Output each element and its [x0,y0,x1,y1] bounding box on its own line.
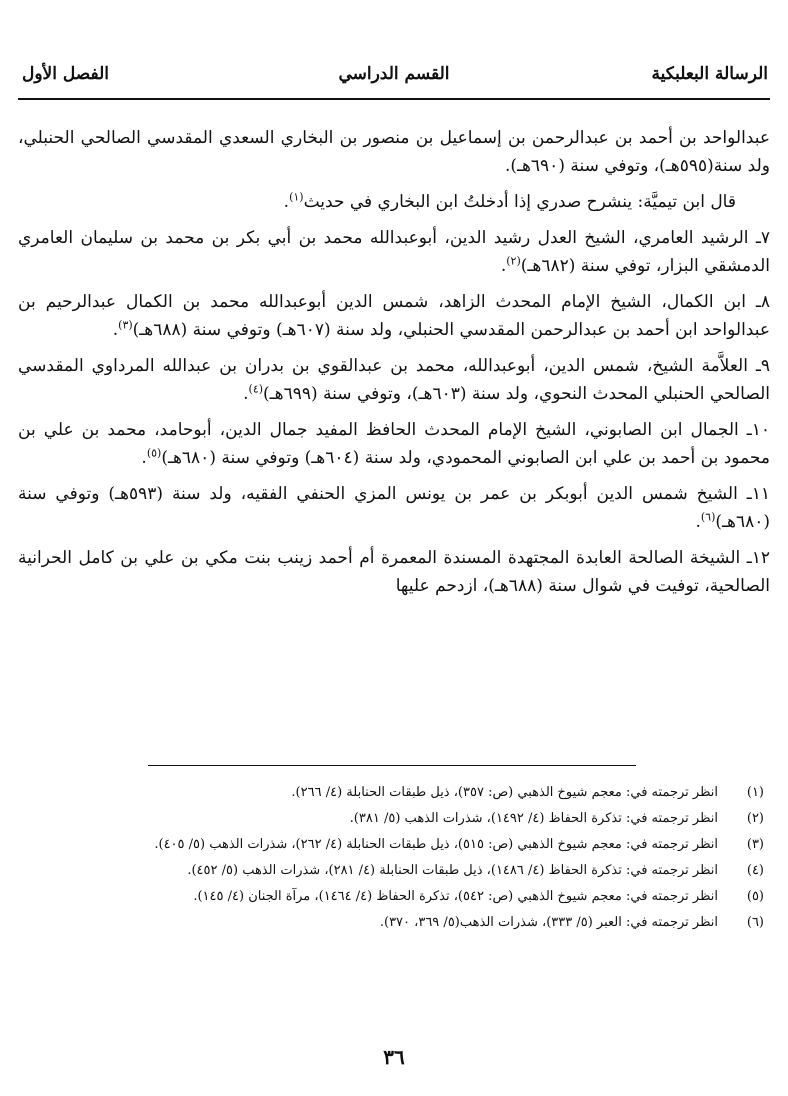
footnote-ref: (٢) [506,254,521,268]
footnote-text: انظر ترجمته في: معجم شيوخ الذهبي (ص: ٥٤٢)، تذكرة الحفاظ (٤/ ١٤٦٤)، مرآة الجنان (٤/ ١٤٥). [193,889,718,904]
footnote-number: (٦) [746,915,764,930]
entry-text: ٨ـ ابن الكمال، الشيخ الإمام المحدث الزاهد، شمس الدين أبوعبدالله محمد بن الكمال عبدالرحيم بن عبدالواحد ابن أحمد بن عبدالرحمن المقدسي الحنبلي، ولد سنة (٦٠٧هـ) وتوفي سنة (٦٨٨هـ) [18,292,770,340]
footnote-text: انظر ترجمته في: العبر (٥/ ٣٣٣)، شذرات الذهب(٥/ ٣٦٩، ٣٧٠). [379,915,718,930]
footnote-3 [22,834,770,856]
entry-text: ٧ـ الرشيد العامري، الشيخ العدل رشيد الدين، أبوعبدالله محمد بن أبي بكر بن محمد بن سليمان العامري الدمشقي البزار، توفي سنة (٦٨٢هـ) [18,228,770,276]
footnote-ref: (٥) [146,446,162,460]
footnote-ref: (٣) [118,318,133,332]
footnote-number: (٥) [746,889,764,904]
paragraph-entry-7: ٧ـ الرشيد العامري، الشيخ العدل رشيد الدين، أبوعبدالله محمد بن أبي بكر بن محمد بن سليمان العامري الدمشقي البزار، توفي سنة (٦٨٢هـ)$^{(٢)}$. [18,228,770,276]
footnote-text: انظر ترجمته في: تذكرة الحفاظ (٤/ ١٤٩٢)، شذرات الذهب (٥/ ٣٨١). [349,811,718,826]
running-header [18,58,770,92]
footnote-number: (٤) [746,863,764,878]
header-rule [18,98,770,100]
footnote-number: (٢) [746,811,764,826]
page-number: ٣٦ [383,1045,405,1069]
paragraph-entry-11: ١١ـ الشيخ شمس الدين أبوبكر بن عمر بن يونس المزي الحنفي الفقيه، ولد سنة (٥٩٣هـ) وتوفي سنة (٦٨٠هـ)$^{(٦)}$. [18,484,770,532]
footnote-separator [148,765,636,766]
footnote-text: انظر ترجمته في: معجم شيوخ الذهبي (ص: ٥١٥)، ذيل طبقات الحنابلة (٤/ ٢٦٢)، شذرات الذهب (٥/ ٤٠٥). [154,837,718,852]
paragraph-intro [18,124,770,180]
footnote-ref: (٤) [248,382,264,396]
entry-text: ١١ـ الشيخ شمس الدين أبوبكر بن عمر بن يونس المزي الحنفي الفقيه، ولد سنة (٥٩٣هـ) وتوفي سنة (٦٨٠هـ) [18,484,770,532]
footnote-2 [22,808,770,830]
footnote-text: انظر ترجمته في: معجم شيوخ الذهبي (ص: ٣٥٧)، ذيل طبقات الحنابلة (٤/ ٢٦٦). [291,785,718,800]
quote-text: قال ابن تيميَّة: ينشرح صدري إذا أدخلتُ ابن البخاري في حديث [303,192,736,212]
paragraph-entry-9: ٩ـ العلاَّمة الشيخ، شمس الدين، أبوعبدالله، محمد بن عبدالقوي بن بدران بن عبدالله المرداوي المقدسي الصالحي الحنبلي المحدث النحوي، ولد سنة (٦٠٣هـ)، وتوفي سنة (٦٩٩هـ)$^{(٤)}$. [18,356,770,404]
paragraph-entry-8: ٨ـ ابن الكمال، الشيخ الإمام المحدث الزاهد، شمس الدين أبوعبدالله محمد بن الكمال عبدالرحيم بن عبدالواحد ابن أحمد بن عبدالرحمن المقدسي الحنبلي، ولد سنة (٦٠٧هـ) وتوفي سنة (٦٨٨هـ)$^{(٣)}$. [18,292,770,340]
footnote-1 [22,782,770,804]
paragraph-text: عبدالواحد بن أحمد بن عبدالرحمن بن إسماعيل بن منصور بن البخاري السعدي المقدسي الصالحي الحنبلي، ولد سنة(٥٩٥هـ)، وتوفي سنة (٦٩٠هـ). [18,128,770,176]
header-section-title: القسم الدراسي [338,64,450,84]
paragraph-quote: قال ابن تيميَّة: ينشرح صدري إذا أدخلتُ ابن البخاري في حديث$^{(١)}$. [283,190,736,212]
footnote-number: (١) [746,785,764,800]
entry-text: ٩ـ العلاَّمة الشيخ، شمس الدين، أبوعبدالله، محمد بن عبدالقوي بن بدران بن عبدالله المرداوي المقدسي الصالحي الحنبلي المحدث النحوي، ولد سنة (٦٠٣هـ)، وتوفي سنة (٦٩٩هـ) [18,356,770,404]
paragraph-entry-12 [18,544,770,600]
header-chapter-title: الفصل الأول [22,64,110,84]
footnote-ref: (١) [289,190,304,204]
entry-text: ١٢ـ الشيخة الصالحة العابدة المجتهدة المسندة المعمرة أم أحمد زينب بنت مكي بن علي بن كامل الحرانية الصالحية، توفيت في شوال سنة (٦٨٨هـ)، ازدحم عليها [18,548,770,596]
footnotes [22,782,770,938]
footnote-5 [22,886,770,908]
footnote-text: انظر ترجمته في: تذكرة الحفاظ (٤/ ١٤٨٦)، ذيل طبقات الحنابلة (٤/ ٢٨١)، شذرات الذهب (٥/ ٤٥٢). [187,863,718,878]
header-book-title: الرسالة البعلبكية [651,64,768,84]
footnote-6 [22,912,770,934]
footnote-4 [22,860,770,882]
entry-text: ١٠ـ الجمال ابن الصابوني، الشيخ الإمام المحدث الحافظ المفيد جمال الدين، أبوحامد، محمد بن علي بن محمود بن أحمد بن علي ابن الصابوني المحمودي، ولد سنة (٦٠٤هـ) وتوفي سنة (٦٨٠هـ) [18,420,770,468]
footnote-ref: (٦) [700,510,716,524]
paragraph-entry-10: ١٠ـ الجمال ابن الصابوني، الشيخ الإمام المحدث الحافظ المفيد جمال الدين، أبوحامد، محمد بن علي بن محمود بن أحمد بن علي ابن الصابوني المحمودي، ولد سنة (٦٠٤هـ) وتوفي سنة (٦٨٠هـ)$^{(٥)}$. [18,420,770,468]
main-text [18,124,770,608]
footnote-number: (٣) [746,837,764,852]
